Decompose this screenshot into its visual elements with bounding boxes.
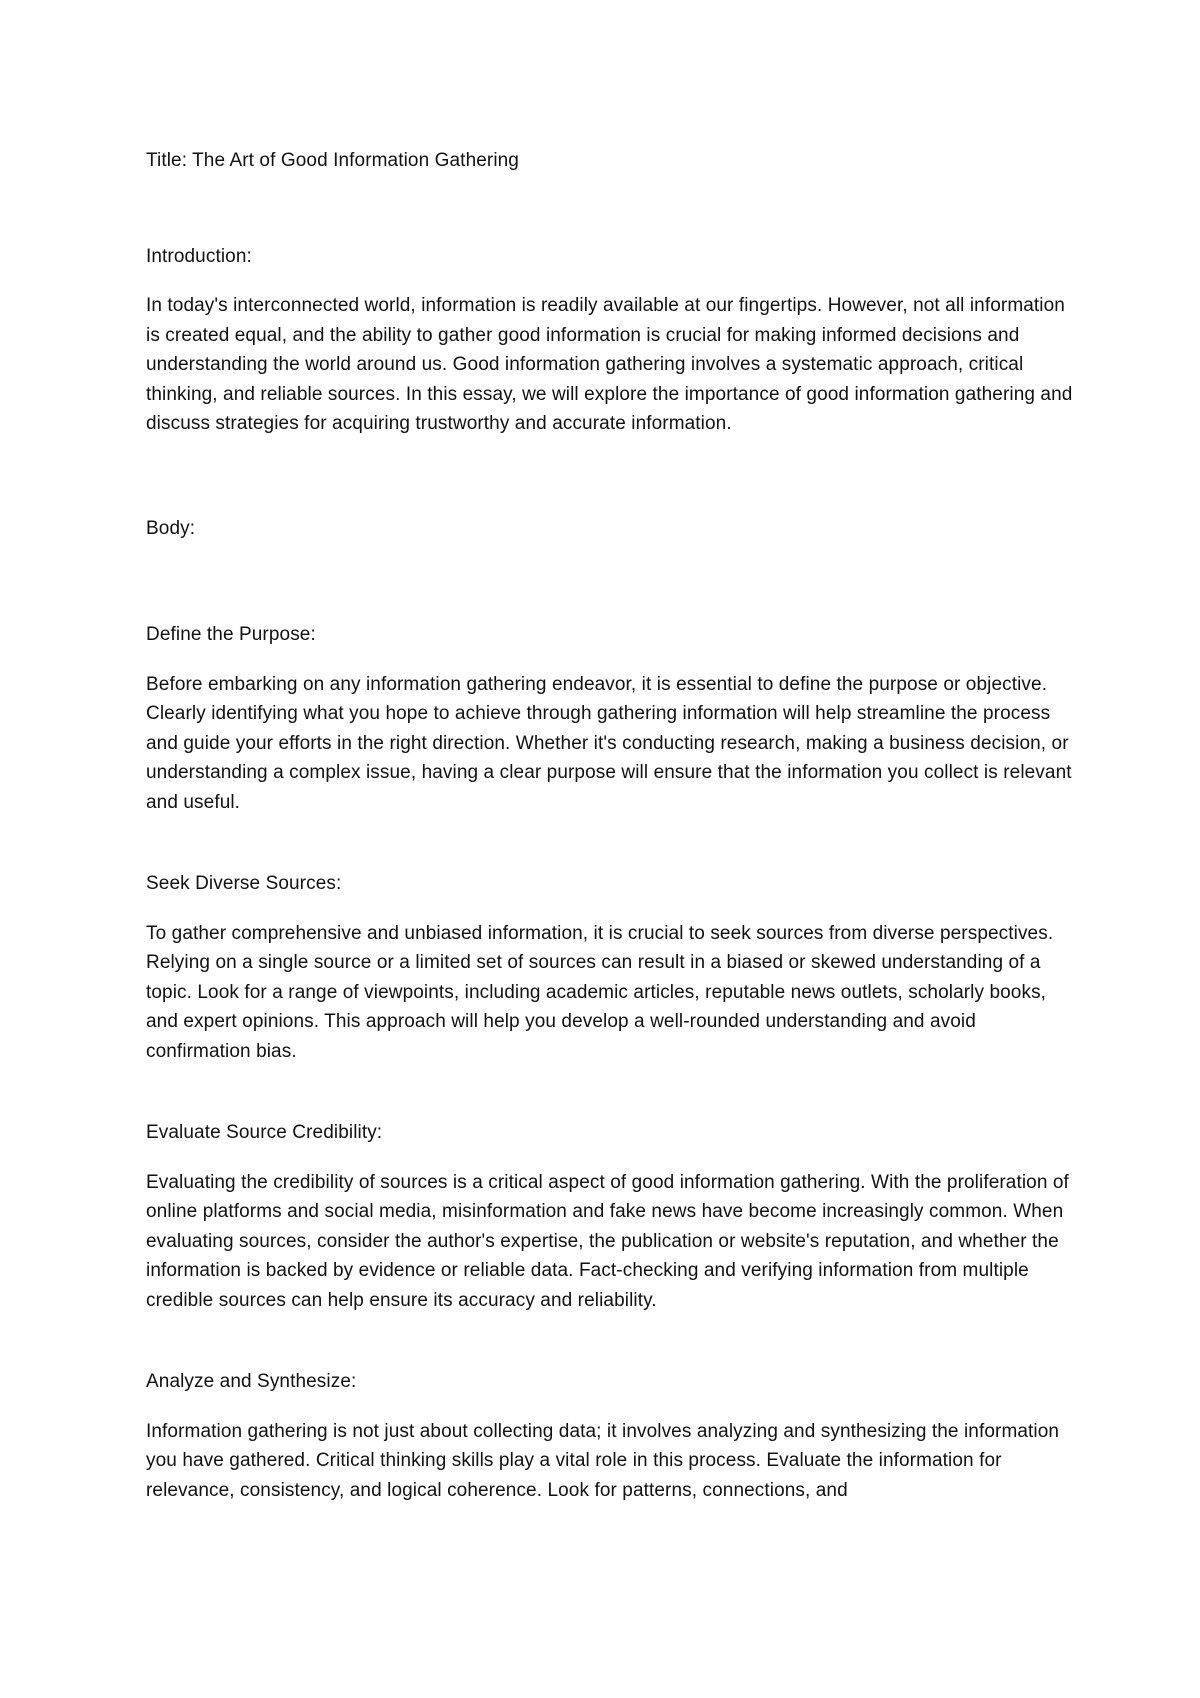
spacer [146, 439, 1076, 514]
spacer [146, 1148, 1076, 1168]
section-heading-evaluate-credibility: Evaluate Source Credibility: [146, 1122, 383, 1143]
spacer [146, 817, 1076, 869]
body-heading: Body: [146, 517, 196, 539]
spacer [146, 543, 1076, 620]
section-paragraph-evaluate-credibility: Evaluating the credibility of sources is a critical aspect of good information gathering. With the proliferation of online platforms and social media, misinformation and fake news have become increasingly common. When evaluating sources, consider the author's expertise, the publication or website's reputation, and whether the information is backed by evidence or reliable data. Fact-checking and verifying information from multiple credible sources can help ensure its accuracy and reliability. [146, 1171, 1069, 1311]
section-heading-seek-diverse-sources: Seek Diverse Sources: [146, 873, 342, 894]
spacer [146, 899, 1076, 919]
document-content [146, 146, 1076, 1505]
spacer [146, 1315, 1076, 1367]
spacer [146, 650, 1076, 670]
section-paragraph-seek-diverse-sources: To gather comprehensive and unbiased information, it is crucial to seek sources from diverse perspectives. Relying on a single source or a limited set of sources can result in a biased or skewed understanding of a topic. Look for a range of viewpoints, including academic articles, reputable news outlets, scholarly books, and expert opinions. This approach will help you develop a well-rounded understanding and avoid confirmation bias. [146, 922, 1054, 1062]
section-paragraph-analyze-synthesize: Information gathering is not just about collecting data; it involves analyzing and synthesizing the information you have gathered. Critical thinking skills play a vital role in this process. Evaluate the information for relevance, consistency, and logical coherence. Look for patterns, connections, and [146, 1420, 1060, 1501]
introduction-paragraph: In today's interconnected world, information is readily available at our fingertips. However, not all information is created equal, and the ability to gather good information is crucial for making informed decisions and understanding the world around us. Good information gathering involves a systematic approach, critical thinking, and reliable sources. In this essay, we will explore the importance of good information gathering and discuss strategies for acquiring trustworthy and accurate information. [146, 295, 1073, 434]
spacer [146, 1397, 1076, 1417]
spacer [146, 176, 1076, 242]
introduction-heading: Introduction: [146, 245, 252, 267]
spacer [146, 1066, 1076, 1118]
section-paragraph-define-purpose: Before embarking on any information gathering endeavor, it is essential to define the purpose or objective. Clearly identifying what you hope to achieve through gathering information will help streamline the process and guide your efforts in the right direction. Whether it's conducting research, making a business decision, or understanding a complex issue, having a clear purpose will ensure that the information you collect is relevant and useful. [146, 673, 1072, 813]
section-heading-analyze-synthesize: Analyze and Synthesize: [146, 1371, 357, 1392]
document-title: Title: The Art of Good Information Gathering [146, 150, 519, 171]
section-heading-define-purpose: Define the Purpose: [146, 624, 316, 645]
spacer [146, 271, 1076, 291]
